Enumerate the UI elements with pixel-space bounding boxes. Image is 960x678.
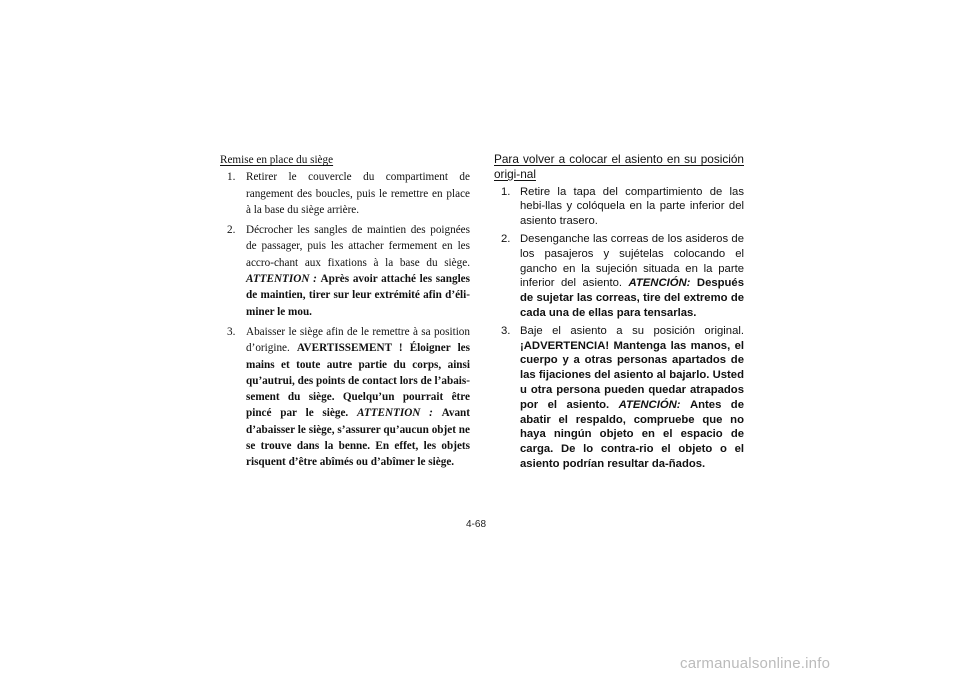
- step-text: Baje el asiento a su posición original.: [520, 324, 744, 337]
- warning-text: ¡ADVERTENCIA! Mantenga las manos, el cuerpo y a otras personas apartados de las fijaciones del asiento al bajarlo. Usted u otra persona pueden quedar atrapados por el asiento.: [520, 339, 744, 411]
- caution-text: Después de sujetar las correas, tire del extremo de cada una de ellas para tensarlas.: [520, 277, 744, 319]
- french-step-1: [220, 169, 470, 218]
- caution-label: ATTENTION :: [356, 407, 433, 420]
- french-step-3: [220, 324, 470, 471]
- spanish-step-list: [494, 185, 744, 472]
- french-step-2: [220, 222, 470, 320]
- spanish-step-3: [494, 324, 744, 472]
- watermark: carmanualsonline.info: [680, 655, 831, 672]
- step-text: Décrocher les sangles de maintien des poignées de passager, puis les attacher fermement en les accro-chant aux fixations à la base du siège.: [246, 224, 470, 269]
- french-step-list: [220, 169, 470, 470]
- page-number: 4-68: [466, 519, 487, 530]
- caution-text: Avant d’abaisser le siège, s’assurer qu’aucun objet ne se trouve dans la benne. En effet, les objets risquent d’être abîmés ou d’abîmer le siège.: [246, 407, 471, 469]
- french-column: [220, 152, 470, 475]
- caution-label: ATENCIÓN:: [618, 398, 681, 411]
- spanish-step-2: [494, 232, 744, 321]
- caution-label: ATTENTION :: [246, 273, 317, 286]
- caution-text: Après avoir attaché les sangles de maintien, tirer sur leur extrémité afin d’éli-miner le mou.: [246, 273, 470, 318]
- step-text: Retirer le couvercle du compartiment de rangement des boucles, puis le remettre en place à la base du siège arrière.: [246, 171, 470, 216]
- warning-text: AVERTISSEMENT ! Éloigner les mains et toute autre partie du corps, ainsi qu’autrui, des points de contact lors de l’abais-sement du siège. Quelqu’un pourrait être pincé par le siège.: [246, 342, 471, 420]
- step-number: 2.: [227, 224, 236, 237]
- spanish-step-1: [494, 185, 744, 229]
- step-number: 1.: [501, 185, 511, 198]
- step-number: 2.: [501, 232, 511, 245]
- step-number: 3.: [227, 325, 236, 338]
- caution-text: Antes de abatir el respaldo, compruebe que no haya ningún objeto en el espacio de carga. De lo contra-rio el objeto o el asiento podrían resultar da-ñados.: [520, 398, 744, 470]
- step-number: 3.: [501, 324, 511, 337]
- step-text: Abaisser le siège afin de le remettre à sa position d’origine.: [246, 325, 470, 355]
- french-section-heading: Remise en place du siège: [220, 154, 334, 166]
- step-number: 1.: [227, 171, 236, 184]
- step-text: Desenganche las correas de los asideros de los pasajeros y sujételas colocando el gancho en la sujeción situada en la parte inferior del asiento.: [520, 232, 744, 290]
- step-text: Retire la tapa del compartimiento de las hebi-llas y colóquela en la parte inferior del asiento trasero.: [520, 185, 744, 228]
- caution-label: ATENCIÓN:: [628, 277, 691, 290]
- spanish-column: [494, 152, 744, 475]
- spanish-section-heading: Para volver a colocar el asiento en su posición origi-nal: [494, 152, 744, 181]
